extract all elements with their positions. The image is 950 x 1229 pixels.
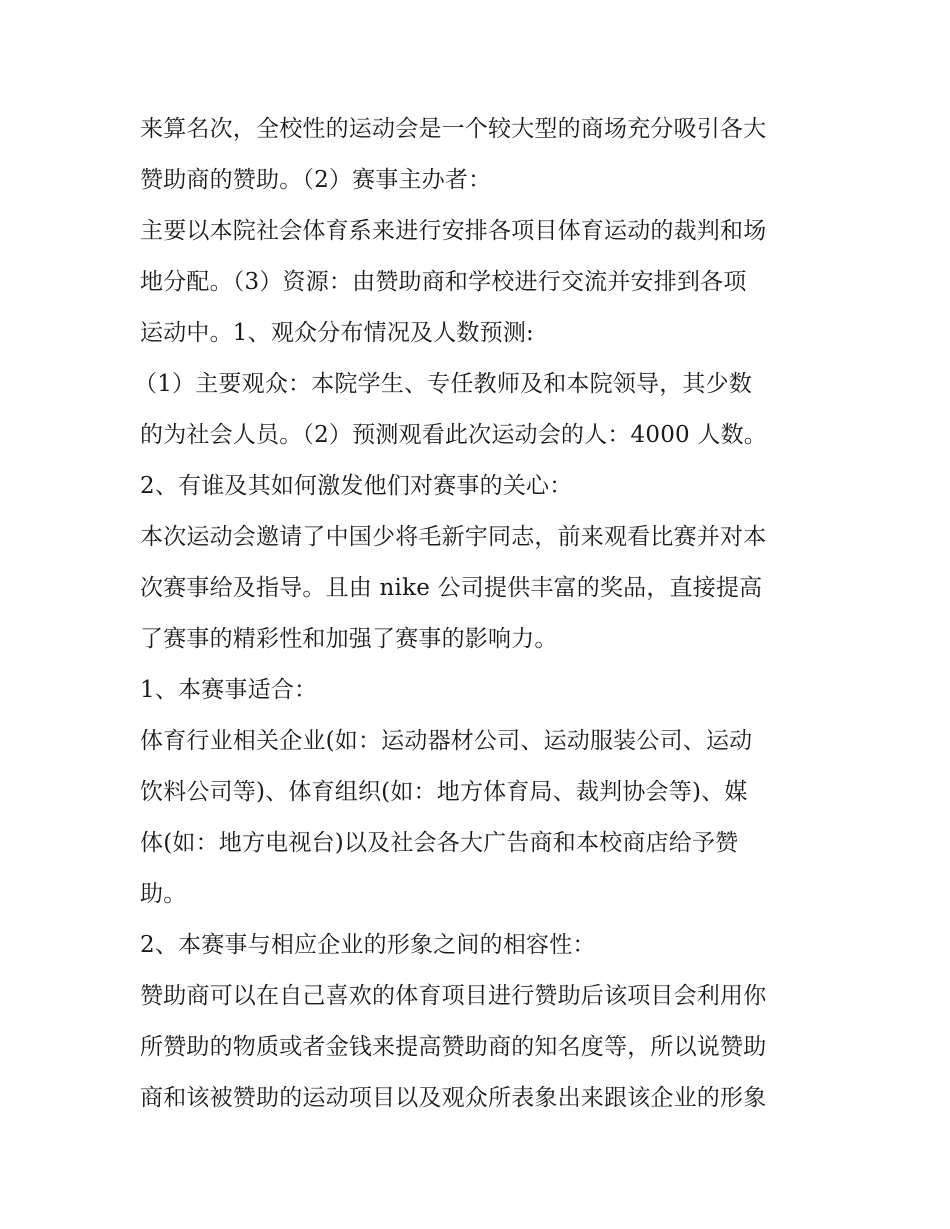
text-line: 来算名次，全校性的运动会是一个较大型的商场充分吸引各大 [140, 116, 767, 142]
text-line: 体(如：地方电视台)以及社会各大广告商和本校商店给予赞 [140, 830, 739, 856]
text-line: 商和该被赞助的运动项目以及观众所表象出来跟该企业的形象 [140, 1085, 767, 1111]
text-line: 助。 [140, 881, 187, 907]
document-body [134, 104, 820, 1124]
text-line: 2、本赛事与相应企业的形象之间的相容性： [140, 932, 596, 958]
text-line: 的为社会人员。（2）预测观看此次运动会的人：4000 人数。 [140, 422, 767, 448]
text-line: 饮料公司等)、体育组织(如：地方体育局、裁判协会等)、媒 [140, 779, 748, 805]
text-line: 了赛事的精彩性和加强了赛事的影响力。 [140, 626, 558, 652]
text-line: 赞助商可以在自己喜欢的体育项目进行赞助后该项目会利用你 [140, 983, 767, 1009]
text-line: 本次运动会邀请了中国少将毛新宇同志，前来观看比赛并对本 [140, 524, 767, 550]
text-line: 1、本赛事适合： [140, 677, 318, 703]
text-line: 所赞助的物质或者金钱来提高赞助商的知名度等，所以说赞助 [140, 1034, 767, 1060]
text-line: 主要以本院社会体育系来进行安排各项目体育运动的裁判和场 [140, 218, 767, 244]
text-line: 运动中。1、观众分布情况及人数预测: [140, 320, 534, 346]
text-line: 次赛事给及指导。且由 nike 公司提供丰富的奖品，直接提高 [140, 575, 763, 601]
text-line: （1）主要观众：本院学生、专任教师及和本院领导，其少数 [134, 371, 753, 397]
text-line: 赞助商的赞助。（2）赛事主办者： [140, 167, 492, 193]
text-line: 地分配。（3）资源：由赞助商和学校进行交流并安排到各项 [140, 269, 747, 295]
text-line: 2、有谁及其如何激发他们对赛事的关心： [140, 473, 573, 499]
text-line: 体育行业相关企业(如：运动器材公司、运动服装公司、运动 [140, 728, 753, 754]
